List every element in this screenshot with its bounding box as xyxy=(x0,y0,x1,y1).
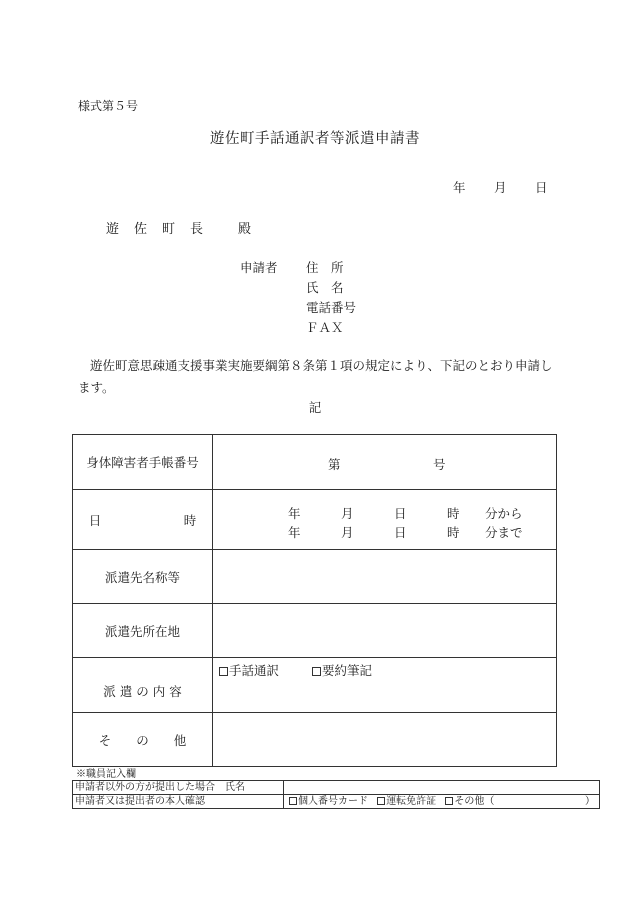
cert-row xyxy=(73,435,557,490)
staff-table xyxy=(72,780,600,809)
staff-proxy-label: 申請者以外の方が提出した場合 氏名 xyxy=(73,781,284,795)
staff-identity-label: 申請者又は提出者の本人確認 xyxy=(73,795,284,809)
staff-section-heading: ※職員記入欄 xyxy=(76,769,136,780)
cert-go: 号 xyxy=(433,457,446,472)
option-summary-writing[interactable]: 要約筆記 xyxy=(312,661,372,679)
content-label: 派 遣 の 内 容 xyxy=(73,658,213,713)
checkbox-icon[interactable] xyxy=(289,797,297,805)
applicant-phone-label: 電話番号 xyxy=(306,300,357,315)
cert-label: 身体障害者手帳番号 xyxy=(73,435,213,490)
dt-from-day: 日 xyxy=(394,506,407,521)
option-sign-language[interactable]: 手話通訳 xyxy=(219,661,279,679)
addressee-char: 遊 xyxy=(106,222,120,237)
dest-addr-row xyxy=(73,604,557,658)
applicant-label: 申請者 xyxy=(240,260,278,275)
datetime-row xyxy=(73,490,557,550)
dest-addr-label: 派遣先所在地 xyxy=(73,604,213,658)
staff-identity-options xyxy=(284,795,600,809)
checkbox-icon[interactable] xyxy=(312,667,321,676)
applicant-name-label: 氏 名 xyxy=(306,280,344,295)
body-text: 遊佐町意思疎通支援事業実施要綱第８条第１項の規定により、下記のとおり申請します。 xyxy=(78,358,553,395)
dt-from-hour: 時 xyxy=(447,506,460,521)
dt-to-year: 年 xyxy=(288,525,301,540)
opt-other-close: ） xyxy=(585,796,595,807)
addressee-honorific: 殿 xyxy=(238,222,252,237)
form-number: 様式第５号 xyxy=(78,99,139,113)
datetime-value[interactable] xyxy=(213,490,557,550)
ki-heading: 記 xyxy=(308,400,322,415)
staff-row-identity xyxy=(73,795,600,809)
dt-from-minute: 分から xyxy=(485,506,523,521)
opt-other[interactable]: その他（ xyxy=(445,796,494,807)
document-title: 遊佐町手話通訳者等派遣申請書 xyxy=(210,131,420,147)
dt-to-day: 日 xyxy=(394,525,407,540)
datetime-label: 日 時 xyxy=(73,490,213,550)
date-day: 日 xyxy=(535,180,548,195)
cert-dai: 第 xyxy=(328,457,341,472)
opt-drivers-license[interactable]: 運転免許証 xyxy=(377,796,436,807)
dest-name-label: 派遣先名称等 xyxy=(73,550,213,604)
other-row xyxy=(73,713,557,767)
date-year: 年 xyxy=(453,180,466,195)
content-value xyxy=(213,658,557,713)
content-row xyxy=(73,658,557,713)
date-month: 月 xyxy=(494,180,507,195)
addressee-char: 町 xyxy=(162,222,176,237)
dest-name-row xyxy=(73,550,557,604)
dt-from-month: 月 xyxy=(341,506,354,521)
opt-mynumber-card[interactable]: 個人番号カード xyxy=(289,796,368,807)
addressee-char: 佐 xyxy=(134,222,148,237)
staff-row-proxy xyxy=(73,781,600,795)
cert-value[interactable] xyxy=(213,435,557,490)
application-table xyxy=(72,434,557,767)
checkbox-icon[interactable] xyxy=(219,667,228,676)
other-value[interactable] xyxy=(213,713,557,767)
dest-name-value[interactable] xyxy=(213,550,557,604)
addressee xyxy=(106,218,251,237)
dt-to-hour: 時 xyxy=(447,525,460,540)
addressee-char: 長 xyxy=(190,222,204,237)
dt-to-minute: 分まで xyxy=(485,525,523,540)
dest-addr-value[interactable] xyxy=(213,604,557,658)
applicant-fax-label: ＦＡＸ xyxy=(306,320,344,335)
dt-from-year: 年 xyxy=(288,506,301,521)
checkbox-icon[interactable] xyxy=(445,797,453,805)
dt-to-month: 月 xyxy=(341,525,354,540)
checkbox-icon[interactable] xyxy=(377,797,385,805)
applicant-address-label: 住 所 xyxy=(306,260,344,275)
staff-proxy-name[interactable] xyxy=(284,781,600,795)
other-label: そ の 他 xyxy=(73,713,213,767)
